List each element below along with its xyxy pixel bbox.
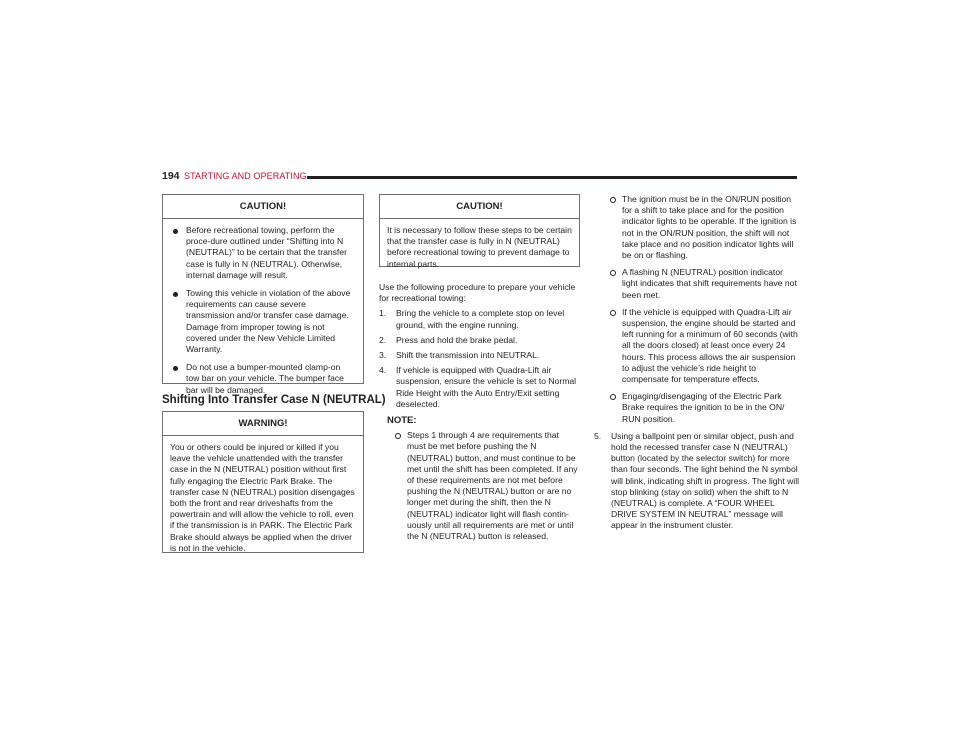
ring-bullet-icon [610, 310, 616, 316]
bullet-icon [173, 366, 178, 371]
note-item: If the vehicle is equipped with Quadra-Lift air suspension, the engine should be started and left running for a minimum of 60 seconds (with all the doors closed) at least once every 24 hours. This process allows the air suspension to adjust the vehicle’s ride height to compensate for temperature effects. [608, 307, 800, 385]
procedure-steps [379, 308, 579, 410]
ring-bullet-icon [395, 433, 401, 439]
section-heading: Shifting Into Transfer Case N (NEUTRAL) [162, 394, 386, 406]
right-column [594, 194, 800, 536]
caution-list [170, 225, 356, 396]
caution-text: It is necessary to follow these steps to be certain that the transfer case is fully in N (NEUTRAL) before recreational towing to prevent damage to internal parts. [387, 225, 572, 269]
bullet-icon [173, 292, 178, 297]
header-rule [307, 176, 797, 179]
procedure-column [379, 282, 579, 548]
ring-bullet-icon [610, 197, 616, 203]
procedure-intro: Use the following procedure to prepare your vehicle for recreational towing: [379, 282, 576, 304]
note-list-continued [608, 194, 800, 425]
section-title: STARTING AND OPERATING [184, 170, 307, 181]
caution-box-mid [379, 194, 580, 267]
warning-text: You or others could be injured or killed if you leave the vehicle unattended with the transfer case in the N (NEUTRAL) position without first fully engaging the Electric Park Brake. The transfer case N (NEUTRAL) position disengages both the front and rear driveshafts from the powertrain and will allow the vehicle to roll, even if the transmission is in PARK. The Electric Park Brake should always be applied when the driver is not in the vehicle. [170, 442, 355, 553]
procedure-step: 3. Shift the transmission into NEUTRAL. [379, 350, 540, 361]
page-number: 194 [162, 170, 180, 182]
warning-box [162, 411, 364, 553]
procedure-step: 2. Press and hold the brake pedal. [379, 334, 518, 345]
ring-bullet-icon [610, 270, 616, 276]
procedure-step: 5. Using a ballpoint pen or similar object, push and hold the recessed transfer case N (NEUTRAL) button (located by the selector switch) for more than four seconds. The light behind the N symbol will blink, indicating shift in progress. The light will stop blinking (stay on solid) when the shift to N (NEUTRAL) is complete. A “FOUR WHEEL DRIVE SYSTEM IN NEUTRAL” message will appear in the instrument cluster. [594, 430, 800, 531]
procedure-step: 4. If vehicle is equipped with Quadra-Lift air suspension, ensure the vehicle is set to Normal Ride Height with the Auto Entry/Exit setting deselected. [379, 365, 577, 409]
caution-item: Before recreational towing, perform the proce-dure outlined under “Shifting into N (NEUTRAL)” to be certain that the transfer case is fully in N (NEUTRAL). Otherwise, internal damage will result. [170, 225, 356, 281]
warning-title: WARNING! [163, 412, 363, 436]
note-item: The ignition must be in the ON/RUN position for a shift to take place and for the position indicator lights to be operable. If the ignition is not in the ON/RUN position, the shift will not take place and no position indicator lights will be on or flashing. [608, 194, 800, 261]
ring-bullet-icon [610, 394, 616, 400]
note-title: NOTE: [387, 415, 417, 427]
caution-title: CAUTION! [163, 195, 363, 219]
caution-item: Towing this vehicle in violation of the above requirements can cause severe transmission and/or transfer case damage. Damage from improper towing is not covered under the New Vehicle Limited Warranty. [170, 288, 356, 355]
caution-item: Do not use a bumper-mounted clamp-on tow bar on your vehicle. The bumper face bar will be damaged. [170, 362, 356, 396]
note-item: Engaging/disengaging of the Electric Park Brake requires the ignition to be in the ON/ RUN position. [608, 391, 800, 425]
note-item: Steps 1 through 4 are requirements that must be met before pushing the N (NEUTRAL) button, and must continue to be met until the shift has been completed. If any of these requirements are not met before pushing the N (NEUTRAL) button or are no longer met during the shift, then the N (NEUTRAL) indicator light will flash contin-uously until all requirements are met or until the N (NEUTRAL) button is released. [393, 430, 579, 542]
caution-title: CAUTION! [380, 195, 579, 219]
page-header [162, 170, 798, 184]
note-item: A flashing N (NEUTRAL) position indicator light indicates that shift requirements have not been met. [608, 267, 800, 301]
caution-box-left [162, 194, 364, 395]
bullet-icon [173, 229, 178, 234]
note-list [393, 430, 579, 542]
procedure-steps-continued [594, 431, 800, 532]
procedure-step: 1. Bring the vehicle to a complete stop on level ground, with the engine running. [379, 308, 565, 330]
